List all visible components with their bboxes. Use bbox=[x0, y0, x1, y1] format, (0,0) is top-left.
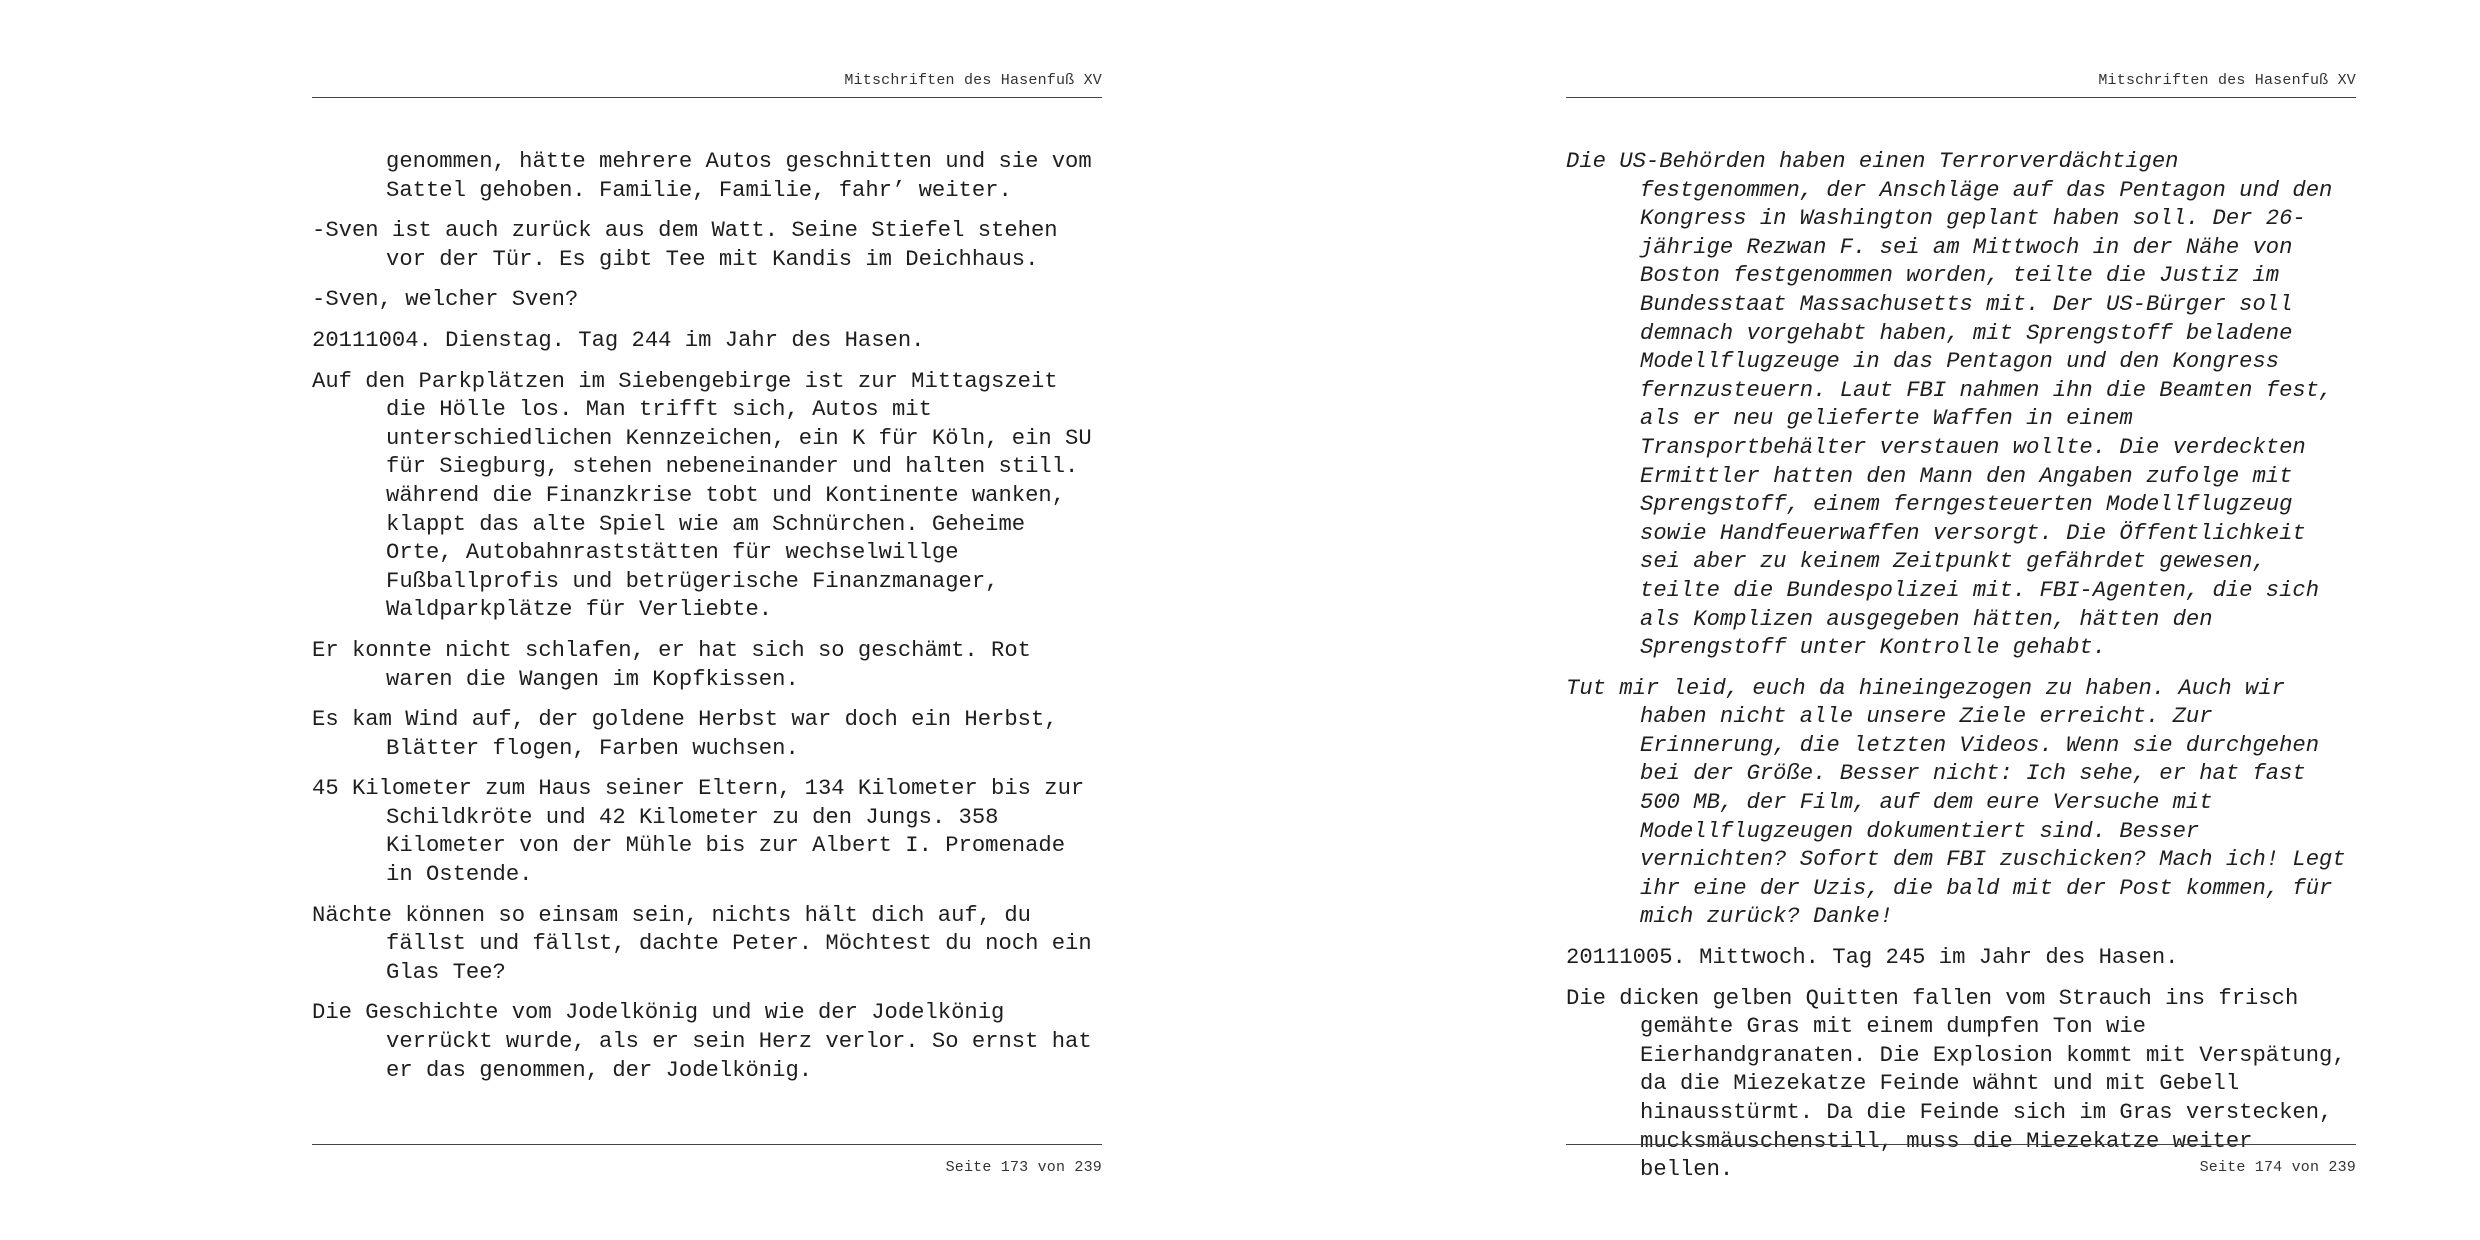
paragraph: Die Geschichte vom Jodelkönig und wie der Jodelkönig verrückt wurde, als er sein Herz verlor. So ernst hat er das genommen, der Jodelkönig. bbox=[312, 1000, 1092, 1083]
right-page bbox=[1566, 0, 2356, 1240]
header-rule bbox=[1566, 97, 2356, 98]
page-body bbox=[1566, 148, 2356, 1197]
footer-rule bbox=[312, 1144, 1102, 1145]
running-head: Mitschriften des Hasenfuß XV bbox=[2098, 72, 2356, 89]
paragraph: Die dicken gelben Quitten fallen vom Strauch ins frisch gemähte Gras mit einem dumpfen Ton wie Eierhandgranaten. Die Explosion kommt mit Verspätung, da die Miezekatze Feinde wähnt und mit Gebell hinausstürmt. Da die Feinde sich im Gras verstecken, mucksmäuschenstill, muss die Miezekatze weiter bellen. bbox=[1566, 985, 2346, 1183]
quoted-paragraph: Tut mir leid, euch da hineingezogen zu haben. Auch wir haben nicht alle unsere Ziele erreicht. Zur Erinnerung, die letzten Videos. Wenn sie durchgehen bei der Größe. Besser nicht: Ich sehe, er hat fast 500 MB, der Film, auf dem eure Versuche mit Modellflugzeugen dokumentiert sind. Besser vernichten? Sofort dem FBI zuschicken? Mach ich! Legt ihr eine der Uzis, die bald mit der Post kommen, für mich zurück? Danke! bbox=[1566, 675, 2346, 930]
paragraph: 45 Kilometer zum Haus seiner Eltern, 134 Kilometer bis zur Schildkröte und 42 Kilometer zu den Jungs. 358 Kilometer von der Mühle bis zur Albert I. Promenade in Ostende. bbox=[312, 776, 1085, 888]
page-number: Seite 174 von 239 bbox=[2199, 1159, 2356, 1176]
paragraph: -Sven ist auch zurück aus dem Watt. Seine Stiefel stehen vor der Tür. Es gibt Tee mit Kandis im Deichhaus. bbox=[312, 218, 1058, 272]
page-number: Seite 173 von 239 bbox=[945, 1159, 1102, 1176]
paragraph: Es kam Wind auf, der goldene Herbst war doch ein Herbst, Blätter flogen, Farben wuchsen. bbox=[312, 707, 1058, 761]
paragraph: Auf den Parkplätzen im Siebengebirge ist zur Mittagszeit die Hölle los. Man trifft sich, Autos mit unterschiedlichen Kennzeichen, ein K für Köln, ein SU für Siegburg, stehen nebeneinander und halten still. während die Finanzkrise tobt und Kontinente wanken, klappt das alte Spiel wie am Schnürchen. Geheime Orte, Autobahnraststätten für wechselwillge Fußballprofis und betrügerische Finanzmanager, Waldparkplätze für Verliebte. bbox=[312, 368, 1092, 623]
paragraph: Er konnte nicht schlafen, er hat sich so geschämt. Rot waren die Wangen im Kopfkissen. bbox=[312, 637, 1031, 692]
page-body bbox=[312, 148, 1102, 1097]
paragraph: Nächte können so einsam sein, nichts hält dich auf, du fällst und fällst, dachte Peter. Möchtest du noch ein Glas Tee? bbox=[312, 902, 1092, 985]
date-entry: 20111005. Mittwoch. Tag 245 im Jahr des Hasen. bbox=[1566, 945, 2179, 971]
footer-rule bbox=[1566, 1144, 2356, 1145]
header-rule bbox=[312, 97, 1102, 98]
quoted-paragraph: Die US-Behörden haben einen Terrorverdächtigen festgenommen, der Anschläge auf das Pentagon und den Kongress in Washington geplant haben soll. Der 26-jährige Rezwan F. sei am Mittwoch in der Nähe von Boston festgenommen worden, teilte die Justiz im Bundesstaat Massachusetts mit. Der US-Bürger soll demnach vorgehabt haben, mit Sprengstoff beladene Modellflugzeuge in das Pentagon und den Kongress fernzusteuern. Laut FBI nahmen ihn die Beamten fest, als er neu gelieferte Waffen in einem Transportbehälter verstauen wollte. Die verdeckten Ermittler hatten den Mann den Angaben zufolge mit Sprengstoff, einem ferngesteuerten Modellflugzeug sowie Handfeuerwaffen versorgt. Die Öffentlichkeit sei aber zu keinem Zeitpunkt gefährdet gewesen, teilte die Bundespolizei mit. FBI-Agenten, die sich als Komplizen ausgegeben hätten, hätten den Sprengstoff unter Kontrolle gehabt. bbox=[1566, 149, 2333, 661]
date-entry: 20111004. Dienstag. Tag 244 im Jahr des Hasen. bbox=[312, 327, 925, 353]
left-page bbox=[312, 0, 1102, 1240]
paragraph: genommen, hätte mehrere Autos geschnitten und sie vom Sattel gehoben. Familie, Familie, fahr’ weiter. bbox=[386, 149, 1092, 203]
paragraph: -Sven, welcher Sven? bbox=[312, 287, 579, 313]
running-head: Mitschriften des Hasenfuß XV bbox=[844, 72, 1102, 89]
